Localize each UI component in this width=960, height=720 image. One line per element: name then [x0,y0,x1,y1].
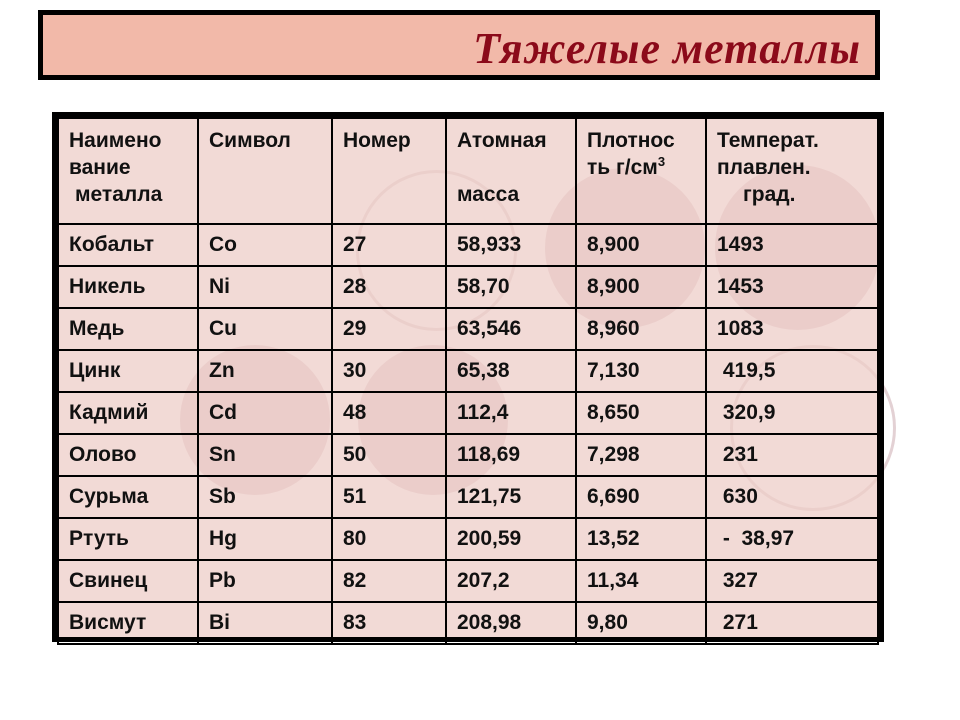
cell-mass: 58,70 [446,266,576,308]
cell-number: 83 [332,602,446,644]
table-row [58,350,878,392]
cell-name: Кадмий [58,392,198,434]
cell-number: 30 [332,350,446,392]
table-row [58,224,878,266]
table-body [58,224,878,644]
cell-temp: 419,5 [706,350,878,392]
cell-temp: 271 [706,602,878,644]
cell-number: 51 [332,476,446,518]
cell-temp: 1493 [706,224,878,266]
cell-name: Сурьма [58,476,198,518]
cell-density: 6,690 [576,476,706,518]
cell-density: 8,900 [576,266,706,308]
cell-symbol: Cu [198,308,332,350]
cell-number: 50 [332,434,446,476]
cell-mass: 208,98 [446,602,576,644]
cell-density: 8,960 [576,308,706,350]
table-row [58,476,878,518]
metals-table-container [52,112,884,642]
cell-number: 82 [332,560,446,602]
cell-name: Медь [58,308,198,350]
title-banner [38,10,880,80]
cell-temp: 1453 [706,266,878,308]
cell-symbol: Ni [198,266,332,308]
cell-number: 28 [332,266,446,308]
cell-mass: 63,546 [446,308,576,350]
cell-name: Цинк [58,350,198,392]
cell-number: 48 [332,392,446,434]
table-header-row [58,118,878,224]
cell-name: Никель [58,266,198,308]
metals-table [57,117,879,645]
cell-number: 29 [332,308,446,350]
cell-density: 8,900 [576,224,706,266]
cell-density: 11,34 [576,560,706,602]
header-symbol: Символ [198,118,332,224]
cell-density: 9,80 [576,602,706,644]
cell-symbol: Hg [198,518,332,560]
cell-name: Ртуть [58,518,198,560]
cell-mass: 121,75 [446,476,576,518]
cell-number: 27 [332,224,446,266]
cell-temp: 231 [706,434,878,476]
table-row [58,308,878,350]
cell-mass: 118,69 [446,434,576,476]
cell-density: 8,650 [576,392,706,434]
cell-mass: 58,933 [446,224,576,266]
cell-name: Олово [58,434,198,476]
table-row [58,518,878,560]
cell-symbol: Co [198,224,332,266]
cell-name: Кобальт [58,224,198,266]
cell-symbol: Zn [198,350,332,392]
cell-name: Свинец [58,560,198,602]
cell-symbol: Sb [198,476,332,518]
table-row [58,392,878,434]
cell-temp: 320,9 [706,392,878,434]
cell-number: 80 [332,518,446,560]
cell-name: Висмут [58,602,198,644]
table-row [58,434,878,476]
header-name: Наимено вание металла [58,118,198,224]
cell-mass: 112,4 [446,392,576,434]
table-row [58,266,878,308]
cell-density: 13,52 [576,518,706,560]
cell-temp: - 38,97 [706,518,878,560]
cell-symbol: Sn [198,434,332,476]
header-number: Номер [332,118,446,224]
cell-temp: 1083 [706,308,878,350]
header-melting-temp: Температ. плавлен. град. [706,118,878,224]
table-row [58,560,878,602]
cell-symbol: Pb [198,560,332,602]
cell-symbol: Cd [198,392,332,434]
cell-symbol: Bi [198,602,332,644]
cell-mass: 207,2 [446,560,576,602]
cell-temp: 630 [706,476,878,518]
page-title: Тяжелые металлы [473,24,861,73]
cell-temp: 327 [706,560,878,602]
table-row [58,602,878,644]
header-atomic-mass: Атомная масса [446,118,576,224]
cell-mass: 200,59 [446,518,576,560]
cell-density: 7,298 [576,434,706,476]
cell-density: 7,130 [576,350,706,392]
cell-mass: 65,38 [446,350,576,392]
header-density: Плотнос ть $г/см^3$ [576,118,706,224]
